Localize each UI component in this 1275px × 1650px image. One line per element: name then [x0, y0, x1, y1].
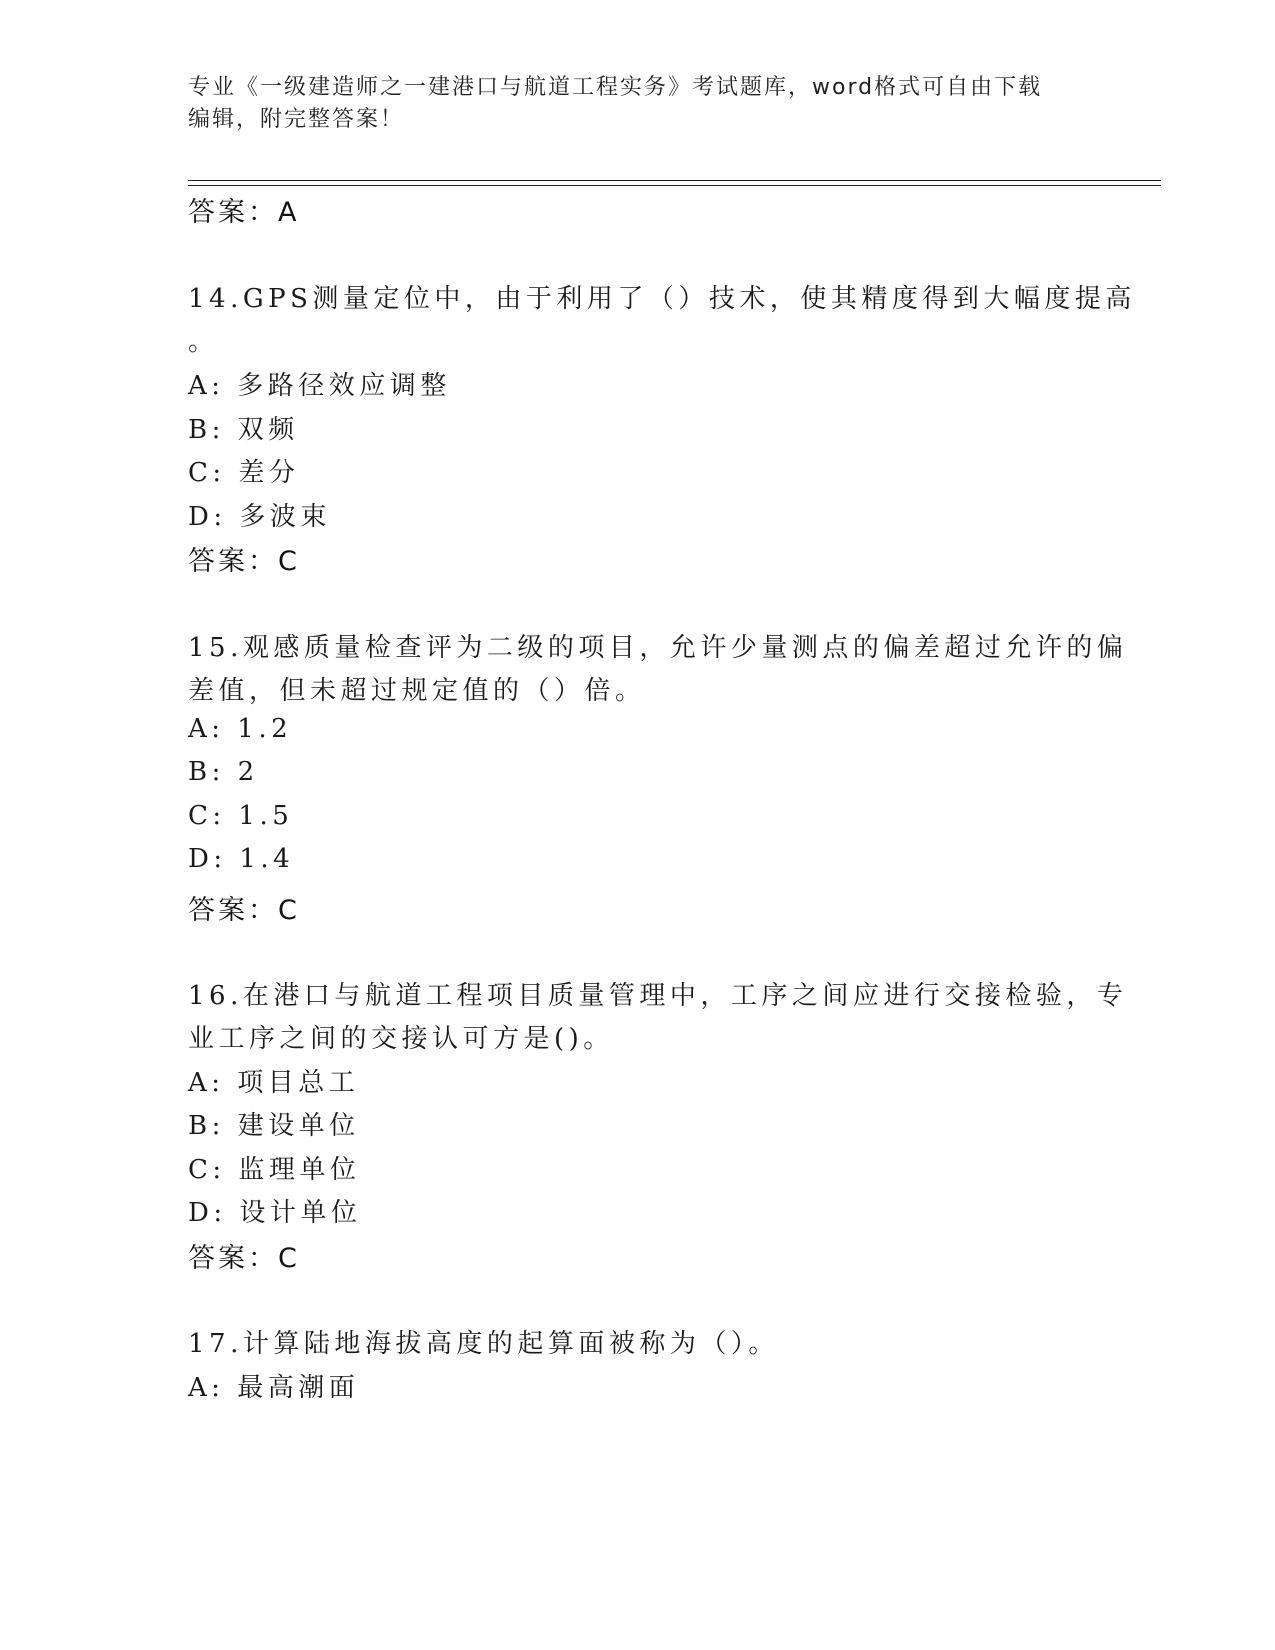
- answer-14: 答案：C: [188, 546, 300, 577]
- page-header: [188, 72, 1088, 136]
- answer-15: 答案：C: [188, 895, 300, 926]
- question-16-option-d: D: 设计单位: [188, 1198, 362, 1228]
- question-14-option-b: B: 双频: [188, 415, 299, 445]
- question-15-stem-line-1: 15.观感质量检查评为二级的项目，允许少量测点的偏差超过允许的偏: [188, 633, 1128, 663]
- question-15-option-d: D: 1.4: [188, 844, 295, 874]
- question-15-stem-line-2: 差值，但未超过规定值的（）倍。: [188, 676, 646, 706]
- question-17-stem-line-1: 17.计算陆地海拔高度的起算面被称为（）。: [188, 1329, 779, 1359]
- header-line-1: 专业《一级建造师之一建港口与航道工程实务》考试题库，word格式可自由下载: [188, 75, 1043, 100]
- answer-16: 答案：C: [188, 1243, 300, 1274]
- answer-13: 答案：A: [188, 197, 300, 228]
- header-divider-top: [188, 180, 1161, 181]
- question-14-option-d: D: 多波束: [188, 502, 331, 532]
- question-15-option-a: A: 1.2: [188, 714, 293, 744]
- question-14-stem-line-2: 。: [188, 327, 219, 357]
- question-14-stem-line-1: 14.GPS测量定位中，由于利用了（）技术，使其精度得到大幅度提高: [188, 284, 1136, 314]
- header-divider-bottom: [188, 185, 1161, 186]
- question-16-stem-line-2: 业工序之间的交接认可方是()。: [188, 1024, 614, 1054]
- question-15-option-b: B: 2: [188, 757, 259, 787]
- question-16-stem-line-1: 16.在港口与航道工程项目质量管理中，工序之间应进行交接检验，专: [188, 981, 1128, 1011]
- question-16-option-c: C: 监理单位: [188, 1155, 361, 1185]
- header-line-2: 编辑，附完整答案！: [188, 107, 405, 132]
- question-16-option-b: B: 建设单位: [188, 1111, 360, 1141]
- question-17-option-a: A: 最高潮面: [188, 1373, 360, 1403]
- question-15-option-c: C: 1.5: [188, 801, 294, 831]
- question-16-option-a: A: 项目总工: [188, 1068, 360, 1098]
- question-14-option-a: A: 多路径效应调整: [188, 371, 451, 401]
- question-14-option-c: C: 差分: [188, 458, 300, 488]
